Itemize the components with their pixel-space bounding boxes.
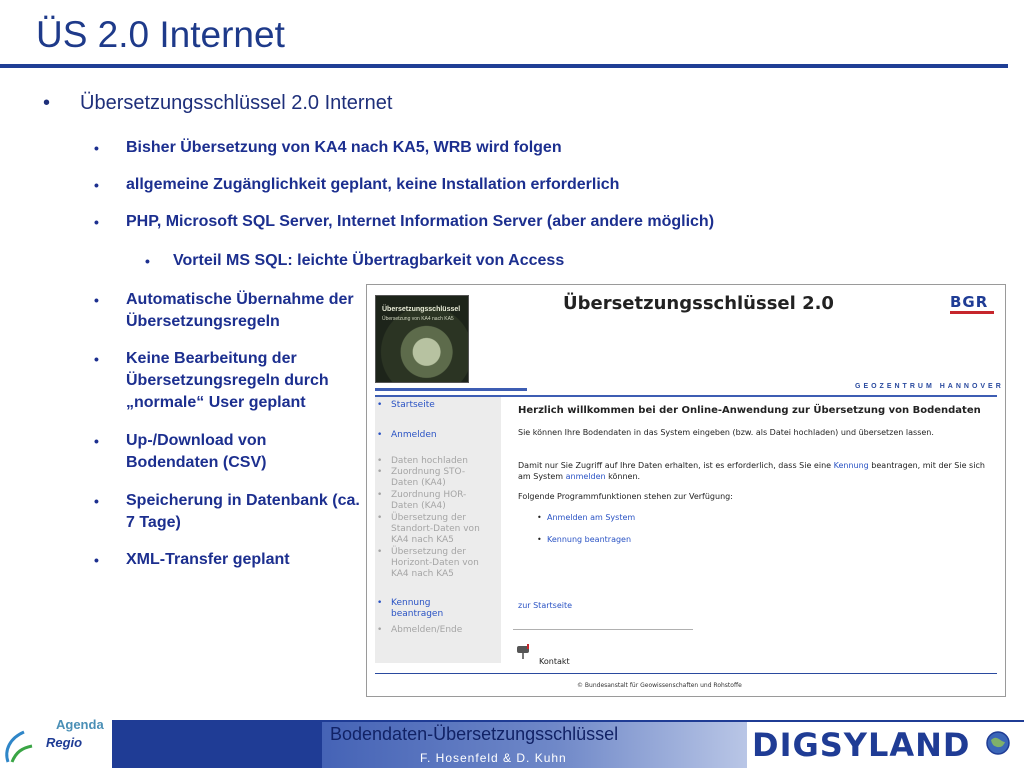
kontakt-link[interactable]: Kontakt xyxy=(539,657,570,666)
footer-title: Bodendaten-Übersetzungsschlüssel xyxy=(330,724,619,744)
globe-icon xyxy=(985,730,1011,756)
bgr-logo: BGR xyxy=(950,293,989,311)
app-header-title: Übersetzungsschlüssel 2.0 xyxy=(563,293,834,314)
content-separator xyxy=(513,629,693,630)
side-bullet-text: Speicherung in Datenbank (ca. 7 Tage) xyxy=(126,492,360,531)
geozentrum-label: GEOZENTRUM HANNOVER xyxy=(855,383,1004,390)
header-rule xyxy=(375,388,527,391)
footer-rule xyxy=(375,673,997,674)
sub-bullet-text: Bisher Übersetzung von KA4 nach KA5, WRB wird folgen xyxy=(126,139,562,156)
agenda-label: Agenda xyxy=(56,717,104,732)
agenda-regio-logo-icon xyxy=(2,722,46,766)
digsyland-logo: DIGSYLAND xyxy=(752,726,971,764)
book-subtitle: Übersetzung von KA4 nach KA5 xyxy=(382,316,454,322)
main-bullet-text: Übersetzungsschlüssel 2.0 Internet xyxy=(80,92,393,114)
footer-authors: F. Hosenfeld & D. Kuhn xyxy=(420,751,567,765)
bullet-dot: • xyxy=(94,292,99,308)
side-bullet-text: Up-/Download von Bodendaten (CSV) xyxy=(126,432,267,471)
footer-band-left xyxy=(112,722,322,768)
embedded-app-screenshot: Übersetzungsschlüssel Übersetzung von KA4 nach KA5 Übersetzungsschlüssel 2.0 BGR GEOZENTRUM HANNOVER • Startseite • Anmelden • Daten hochladen • Zuordnung STO-Daten (KA4) • Zuordnung HOR-Daten (KA4) • Übersetzung der Standort-Daten von KA4 nach KA5 • Übersetzung der Horizont-Daten von KA4 nach KA5 • Kennung beantragen • Abmelden/Ende Herzlich willkommen bei der Online-Anwendung zur Übersetzung von Bodendaten Sie können Ihre Bodendaten in das System eingeben (bzw. als Datei hochladen) und übersetzen lassen. Damit nur Sie Zugriff auf Ihre Daten erhalten, ist es erforderlich, dass Sie eine Kennung beantragen, mit der Sie sich am System anmelden können. Folgende Programmfunktionen stehen zur Verfügung: • Anmelden am System • Kennung beantragen zur Startseite Kontakt © Bundesanstalt für Geowissenschaften und Rohstoffe xyxy=(366,284,1006,697)
sub-bullet-text: PHP, Microsoft SQL Server, Internet Information Server (aber andere möglich) xyxy=(126,213,715,230)
bullet-dot: • xyxy=(94,214,99,230)
bullet-dot: • xyxy=(94,493,99,509)
mailbox-icon xyxy=(516,643,534,659)
book-cover-image xyxy=(375,295,469,383)
slide-title: ÜS 2.0 Internet xyxy=(36,14,285,55)
bullet-dot: • xyxy=(43,92,51,114)
bullet-dot: • xyxy=(94,433,99,449)
bullet-dot: • xyxy=(94,140,99,156)
side-bullet-text: XML-Transfer geplant xyxy=(126,551,290,568)
welcome-heading: Herzlich willkommen bei der Online-Anwendung zur Übersetzung von Bodendaten xyxy=(518,405,981,416)
sub-sub-bullet-text: Vorteil MS SQL: leichte Übertragbarkeit von Access xyxy=(173,252,565,269)
anmelden-link[interactable]: anmelden xyxy=(565,472,606,481)
book-title: Übersetzungsschlüssel xyxy=(382,306,461,313)
bullet-dot: • xyxy=(94,351,99,367)
kennung-link[interactable]: Kennung xyxy=(833,461,869,470)
home-link[interactable]: zur Startseite xyxy=(518,601,573,610)
access-paragraph: Damit nur Sie Zugriff auf Ihre Daten erhalten, ist es erforderlich, dass Sie eine Kennung beantragen, mit der Sie sich am System anmelden können. xyxy=(518,461,985,481)
title-divider xyxy=(0,64,1008,68)
copyright-text: © Bundesanstalt für Geowissenschaften und Rohstoffe xyxy=(577,682,742,689)
side-bullet-text: Automatische Übernahme der Übersetzungsregeln xyxy=(126,291,354,330)
bullet-dot: • xyxy=(94,552,99,568)
sub-bullet-text: allgemeine Zugänglichkeit geplant, keine Installation erforderlich xyxy=(126,176,620,193)
bullet-dot: • xyxy=(145,253,150,269)
bgr-logo-bar xyxy=(950,311,994,314)
bullet-dot: • xyxy=(94,177,99,193)
side-bullet-text: Keine Bearbeitung der Übersetzungsregeln durch „normale“ User geplant xyxy=(126,350,329,411)
regio-label: Regio xyxy=(46,735,83,750)
functions-paragraph: Folgende Programmfunktionen stehen zur Verfügung: xyxy=(518,492,733,501)
intro-paragraph: Sie können Ihre Bodendaten in das System eingeben (bzw. als Datei hochladen) und übersetzen lassen. xyxy=(518,428,934,437)
